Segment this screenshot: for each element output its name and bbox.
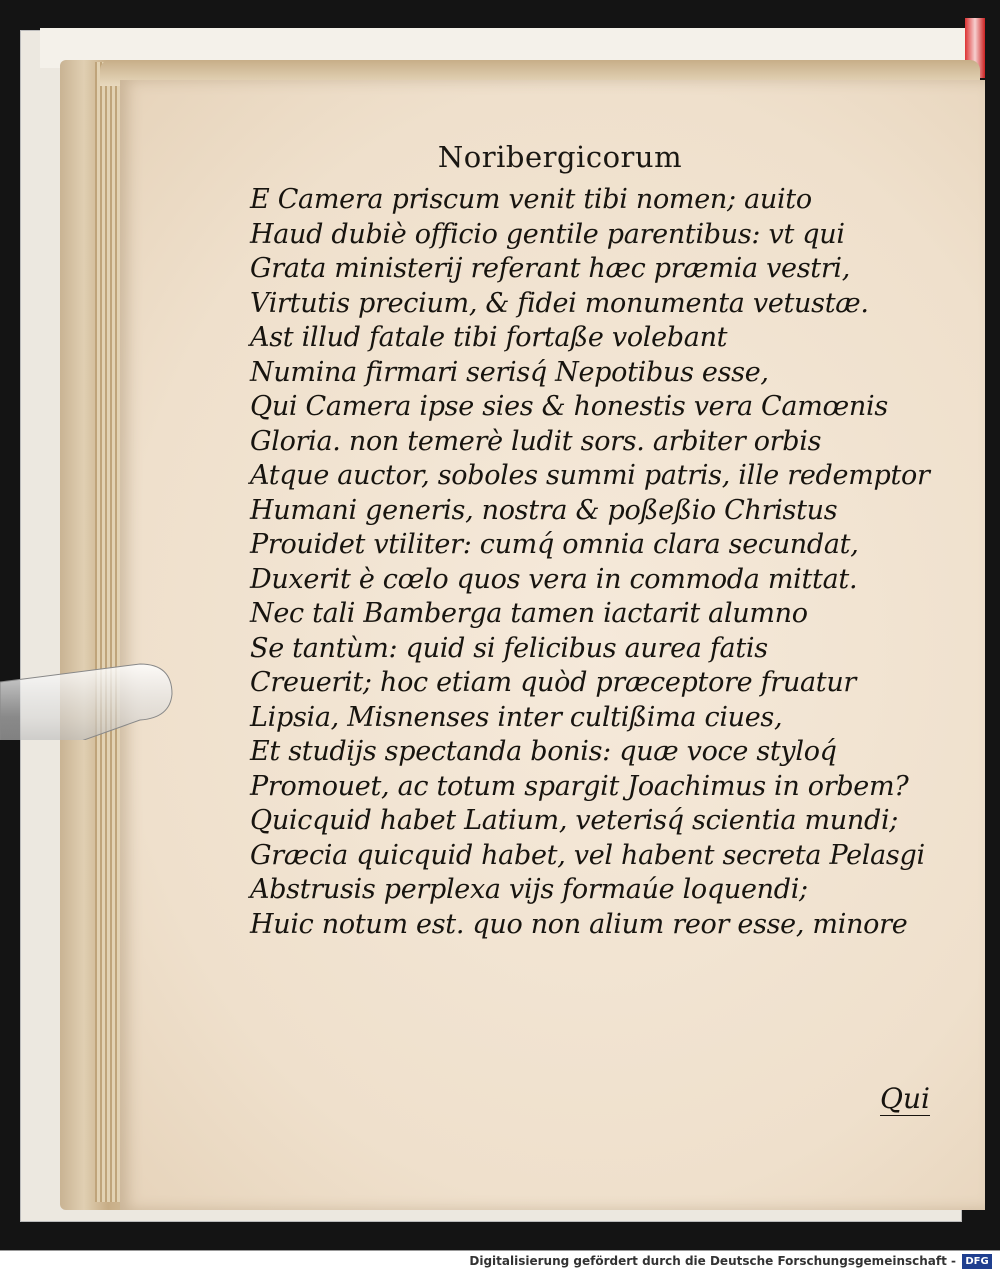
verse-line: Et studijs spectanda bonis: quæ voce styloq́ [250,736,837,767]
verse-line: Se tantùm: quid si felicibus aurea fatis [250,632,768,664]
verse-line: Huic notum est. quo non alium reor esse, minore [250,908,908,940]
verse-line: Lipsia, Misnenses inter cultißima ciues, [250,701,783,733]
verse-line: Promouet, ac totum spargit Joachimus in orbem? [250,770,909,802]
verse-line: Prouidet vtiliter: cumq́ omnia clara secundat, [250,529,859,560]
verse-line: Virtutis precium, & fidei monumenta vetustæ. [250,287,869,319]
verse-line: Duxerit è cœlo quos vera in commoda mittat. [250,563,858,595]
funding-credit: Digitalisierung gefördert durch die Deutsche Forschungsgemeinschaft - [469,1254,956,1268]
verse-line: Haud dubiè officio gentile parentibus: vt qui [250,218,845,250]
dfg-logo: DFG [962,1254,992,1269]
footer-bar [0,1250,1000,1273]
running-head: Noribergicorum [437,140,683,174]
verse-line: Qui Camera ipse sies & honestis vera Camœnis [250,391,888,422]
verse-line: E Camera priscum venit tibi nomen; auito [250,184,812,215]
verse-line: Nec tali Bamberga tamen iactarit alumno [250,598,808,629]
catchword: Qui [880,1082,930,1115]
page-holder-clip [0,660,175,740]
verse-line: Atque auctor, soboles summi patris, ille redemptor [250,460,930,491]
verse-line: Ast illud fatale tibi fortaße volebant [250,322,728,353]
verse-line: Creuerit; hoc etiam quòd præceptore fruatur [250,667,857,698]
verse-line: Abstrusis perplexa vijs formaúe loquendi; [250,874,808,905]
verse-text-block [250,183,930,942]
verse-line: Quicquid habet Latium, veterisq́ scientia mundi; [250,805,899,836]
verse-line: Numina firmari serisq́ Nepotibus esse, [250,356,769,388]
verse-line: Græcia quicquid habet, vel habent secreta Pelasgi [250,839,925,871]
verse-line: Grata ministerij referant hæc præmia vestri, [250,253,851,284]
verse-line: Humani generis, nostra & poßeßio Christus [250,494,838,526]
verse-line: Gloria. non temerè ludit sors. arbiter orbis [250,425,822,457]
